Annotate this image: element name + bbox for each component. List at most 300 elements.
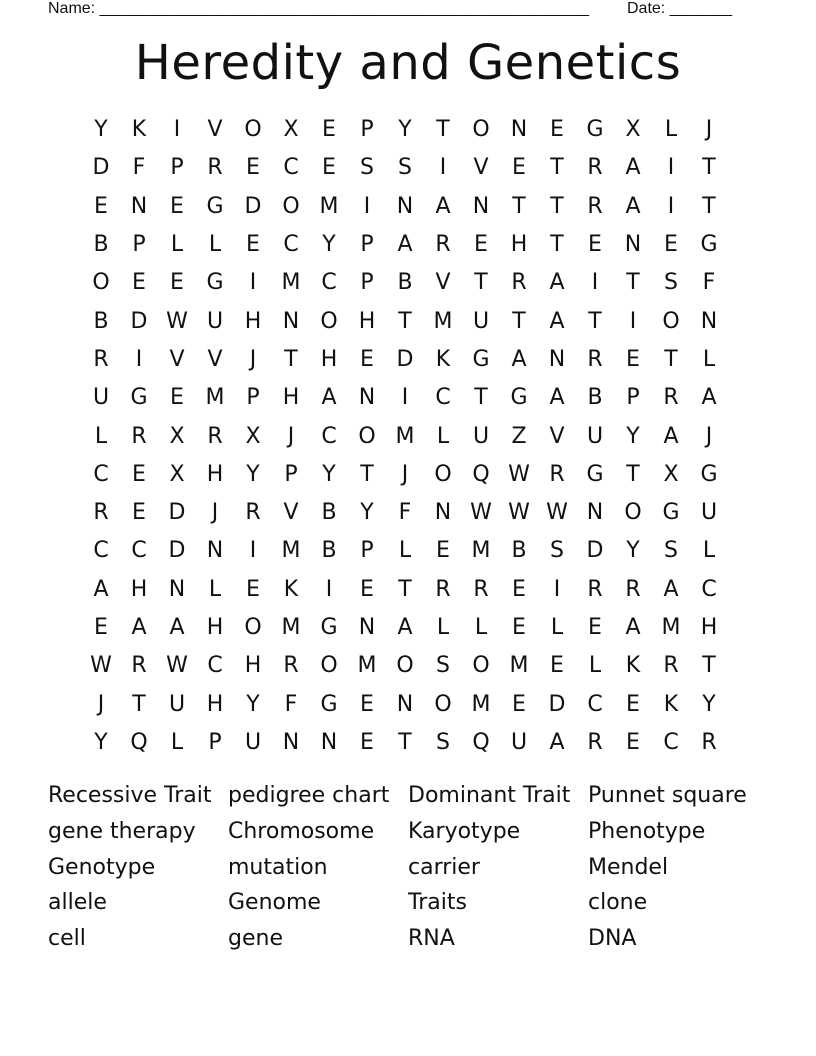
- grid-letter: X: [663, 461, 679, 487]
- grid-letter: I: [553, 576, 561, 602]
- word-bank-item: Punnet square: [588, 783, 747, 808]
- grid-letter: P: [360, 117, 374, 143]
- grid-letter: W: [508, 500, 530, 526]
- grid-letter: E: [246, 576, 260, 602]
- grid-letter: R: [207, 155, 223, 181]
- grid-letter: T: [626, 270, 640, 296]
- grid-letter: T: [512, 308, 526, 334]
- name-field-label: Name: _______________________________________________________: [48, 0, 589, 17]
- grid-letter: J: [705, 117, 713, 143]
- grid-letter: E: [322, 117, 336, 143]
- word-bank: [48, 778, 768, 957]
- grid-letter: G: [320, 615, 338, 640]
- grid-letter: E: [626, 346, 640, 372]
- grid-letter: O: [472, 653, 490, 679]
- grid-letter: G: [586, 117, 604, 143]
- grid-letter: I: [325, 576, 333, 602]
- grid-letter: I: [667, 193, 675, 219]
- grid-letter: L: [208, 232, 222, 258]
- grid-letter: D: [168, 538, 186, 564]
- grid-letter: R: [511, 270, 527, 296]
- grid-letter: A: [663, 576, 679, 602]
- grid-letter: T: [702, 193, 716, 219]
- grid-letter: Y: [702, 691, 716, 717]
- grid-letter: N: [396, 193, 414, 219]
- grid-letter: E: [360, 576, 374, 602]
- grid-letter: T: [132, 691, 146, 717]
- grid-letter: G: [206, 193, 224, 219]
- grid-letter: A: [397, 615, 413, 640]
- grid-letter: O: [244, 615, 262, 640]
- word-search-grid: [82, 111, 728, 762]
- grid-letter: O: [434, 691, 452, 717]
- grid-letter: E: [170, 270, 184, 296]
- grid-letter: S: [664, 270, 678, 296]
- word-bank-item: Dominant Trait: [408, 783, 571, 808]
- grid-letter: A: [701, 385, 717, 411]
- grid-letter: P: [284, 461, 298, 487]
- grid-letter: M: [509, 653, 529, 679]
- grid-letter: L: [170, 729, 184, 755]
- grid-row: [82, 149, 728, 187]
- grid-letter: U: [92, 385, 110, 411]
- grid-letter: P: [132, 232, 146, 258]
- word-bank-item: Recessive Trait: [48, 783, 212, 808]
- grid-row: [82, 647, 728, 685]
- grid-letter: C: [207, 653, 223, 679]
- grid-letter: M: [281, 270, 301, 296]
- word-bank-item: Genotype: [48, 854, 156, 880]
- grid-letter: C: [93, 461, 109, 487]
- grid-letter: E: [132, 500, 146, 526]
- grid-letter: E: [246, 232, 260, 258]
- grid-letter: R: [473, 576, 489, 602]
- grid-letter: L: [170, 232, 184, 258]
- grid-letter: M: [661, 615, 681, 640]
- grid-letter: G: [586, 461, 604, 487]
- grid-letter: H: [244, 653, 262, 679]
- grid-letter: A: [663, 423, 679, 449]
- grid-letter: B: [397, 270, 413, 296]
- page-title: Heredity and Genetics: [134, 35, 682, 91]
- word-bank-item: Traits: [408, 890, 467, 916]
- grid-letter: A: [321, 385, 337, 411]
- grid-letter: E: [94, 193, 108, 219]
- grid-letter: T: [550, 232, 564, 258]
- grid-row: [82, 532, 728, 570]
- grid-letter: W: [90, 653, 112, 679]
- grid-letter: I: [173, 117, 181, 143]
- grid-letter: R: [93, 346, 109, 372]
- grid-row: [82, 379, 728, 417]
- grid-letter: V: [207, 117, 223, 143]
- grid-letter: R: [587, 346, 603, 372]
- grid-letter: R: [131, 423, 147, 449]
- grid-letter: N: [624, 232, 642, 258]
- word-bank-item: Mendel: [588, 854, 669, 880]
- grid-letter: L: [550, 615, 564, 640]
- word-bank-item: mutation: [228, 854, 328, 880]
- grid-letter: D: [168, 500, 186, 526]
- grid-letter: S: [436, 729, 450, 755]
- word-bank-item: gene therapy: [48, 818, 196, 844]
- grid-letter: T: [474, 270, 488, 296]
- grid-letter: K: [435, 346, 451, 372]
- grid-letter: C: [283, 155, 299, 181]
- grid-letter: L: [664, 117, 678, 143]
- grid-letter: A: [625, 193, 641, 219]
- grid-row: [82, 417, 728, 455]
- grid-letter: G: [700, 461, 718, 487]
- grid-letter: D: [548, 691, 566, 717]
- grid-letter: N: [548, 346, 566, 372]
- grid-letter: R: [663, 385, 679, 411]
- grid-letter: T: [550, 155, 564, 181]
- grid-letter: N: [168, 576, 186, 602]
- grid-letter: R: [701, 729, 717, 755]
- grid-letter: M: [433, 308, 453, 334]
- grid-letter: X: [625, 117, 641, 143]
- grid-letter: G: [510, 385, 528, 411]
- grid-letter: J: [97, 691, 105, 717]
- grid-letter: T: [474, 385, 488, 411]
- grid-letter: E: [550, 653, 564, 679]
- grid-letter: N: [700, 308, 718, 334]
- grid-letter: T: [550, 193, 564, 219]
- grid-letter: I: [667, 155, 675, 181]
- grid-letter: B: [321, 500, 337, 526]
- grid-row: [82, 264, 728, 302]
- grid-letter: L: [702, 346, 716, 372]
- grid-letter: H: [700, 615, 718, 640]
- grid-letter: E: [246, 155, 260, 181]
- word-bank-item: gene: [228, 926, 283, 952]
- grid-row: [82, 188, 728, 226]
- grid-letter: Y: [626, 423, 640, 449]
- grid-letter: L: [94, 423, 108, 449]
- grid-letter: C: [283, 232, 299, 258]
- grid-letter: N: [282, 729, 300, 755]
- grid-letter: H: [282, 385, 300, 411]
- word-bank-item: cell: [48, 926, 86, 952]
- grid-letter: R: [93, 500, 109, 526]
- grid-letter: J: [705, 423, 713, 449]
- grid-letter: E: [94, 615, 108, 640]
- grid-letter: I: [401, 385, 409, 411]
- grid-letter: U: [244, 729, 262, 755]
- grid-letter: H: [510, 232, 528, 258]
- grid-letter: A: [549, 270, 565, 296]
- grid-letter: Q: [130, 729, 148, 755]
- grid-letter: T: [702, 653, 716, 679]
- grid-letter: M: [281, 615, 301, 640]
- grid-letter: R: [435, 576, 451, 602]
- grid-letter: A: [549, 729, 565, 755]
- grid-letter: U: [586, 423, 604, 449]
- grid-letter: J: [249, 346, 257, 372]
- grid-letter: P: [246, 385, 260, 411]
- word-bank-item: clone: [588, 890, 648, 916]
- grid-letter: H: [244, 308, 262, 334]
- grid-letter: H: [206, 691, 224, 717]
- grid-letter: M: [205, 385, 225, 411]
- grid-letter: A: [435, 193, 451, 219]
- grid-letter: E: [588, 615, 602, 640]
- grid-letter: B: [93, 232, 109, 258]
- grid-letter: O: [320, 308, 338, 334]
- grid-letter: H: [206, 461, 224, 487]
- grid-letter: K: [663, 691, 679, 717]
- grid-row: [82, 609, 728, 647]
- grid-letter: W: [508, 461, 530, 487]
- grid-letter: M: [395, 423, 415, 449]
- grid-letter: N: [320, 729, 338, 755]
- grid-letter: N: [434, 500, 452, 526]
- grid-letter: E: [512, 576, 526, 602]
- header-line: [48, 0, 748, 20]
- grid-letter: K: [131, 117, 147, 143]
- grid-letter: E: [170, 193, 184, 219]
- grid-letter: M: [319, 193, 339, 219]
- grid-letter: N: [358, 615, 376, 640]
- grid-letter: G: [130, 385, 148, 411]
- grid-letter: T: [702, 155, 716, 181]
- grid-letter: B: [93, 308, 109, 334]
- grid-letter: R: [283, 653, 299, 679]
- grid-letter: C: [321, 270, 337, 296]
- grid-letter: Z: [511, 423, 527, 449]
- grid-letter: P: [360, 270, 374, 296]
- grid-row: [82, 341, 728, 379]
- grid-letter: A: [549, 385, 565, 411]
- grid-letter: E: [664, 232, 678, 258]
- grid-letter: O: [320, 653, 338, 679]
- grid-letter: N: [282, 308, 300, 334]
- grid-letter: E: [360, 346, 374, 372]
- grid-letter: H: [206, 615, 224, 640]
- grid-letter: F: [702, 270, 716, 296]
- grid-letter: H: [130, 576, 148, 602]
- grid-letter: N: [206, 538, 224, 564]
- grid-letter: J: [287, 423, 295, 449]
- grid-letter: V: [435, 270, 451, 296]
- grid-row: [82, 685, 728, 723]
- grid-letter: L: [474, 615, 488, 640]
- grid-letter: R: [207, 423, 223, 449]
- grid-letter: I: [629, 308, 637, 334]
- grid-letter: I: [249, 270, 257, 296]
- grid-letter: Y: [626, 538, 640, 564]
- grid-letter: P: [360, 232, 374, 258]
- grid-row: [82, 302, 728, 340]
- grid-letter: T: [588, 308, 602, 334]
- word-bank-item: Karyotype: [408, 818, 521, 844]
- grid-letter: A: [549, 308, 565, 334]
- grid-letter: C: [131, 538, 147, 564]
- grid-letter: N: [510, 117, 528, 143]
- grid-letter: X: [169, 461, 185, 487]
- grid-letter: W: [470, 500, 492, 526]
- grid-letter: L: [398, 538, 412, 564]
- grid-letter: O: [662, 308, 680, 334]
- grid-letter: R: [587, 576, 603, 602]
- grid-letter: H: [358, 308, 376, 334]
- grid-letter: U: [700, 500, 718, 526]
- grid-letter: X: [283, 117, 299, 143]
- grid-letter: U: [206, 308, 224, 334]
- grid-letter: R: [663, 653, 679, 679]
- word-bank-item: allele: [48, 890, 107, 916]
- grid-letter: C: [435, 385, 451, 411]
- grid-letter: H: [320, 346, 338, 372]
- grid-letter: R: [131, 653, 147, 679]
- grid-letter: E: [360, 691, 374, 717]
- grid-letter: E: [626, 691, 640, 717]
- grid-letter: D: [586, 538, 604, 564]
- grid-letter: E: [588, 232, 602, 258]
- grid-letter: Y: [246, 461, 260, 487]
- grid-letter: O: [434, 461, 452, 487]
- grid-letter: M: [357, 653, 377, 679]
- grid-letter: P: [208, 729, 222, 755]
- grid-row: [82, 226, 728, 264]
- grid-letter: V: [207, 346, 223, 372]
- grid-letter: A: [625, 155, 641, 181]
- grid-letter: T: [398, 308, 412, 334]
- grid-letter: V: [473, 155, 489, 181]
- grid-letter: S: [550, 538, 564, 564]
- grid-letter: Q: [472, 729, 490, 755]
- grid-letter: L: [208, 576, 222, 602]
- grid-letter: S: [398, 155, 412, 181]
- grid-row: [82, 494, 728, 532]
- grid-letter: R: [625, 576, 641, 602]
- grid-letter: C: [663, 729, 679, 755]
- grid-letter: W: [546, 500, 568, 526]
- grid-letter: L: [588, 653, 602, 679]
- grid-letter: R: [549, 461, 565, 487]
- grid-letter: G: [662, 500, 680, 526]
- grid-letter: E: [474, 232, 488, 258]
- grid-letter: Y: [398, 117, 412, 143]
- grid-letter: L: [702, 538, 716, 564]
- grid-letter: U: [472, 423, 490, 449]
- grid-letter: J: [401, 461, 409, 487]
- grid-letter: G: [206, 270, 224, 296]
- grid-letter: O: [396, 653, 414, 679]
- grid-letter: O: [624, 500, 642, 526]
- grid-letter: L: [436, 615, 450, 640]
- grid-letter: U: [510, 729, 528, 755]
- grid-letter: Y: [94, 117, 108, 143]
- grid-letter: U: [472, 308, 490, 334]
- grid-letter: E: [132, 270, 146, 296]
- grid-letter: K: [625, 653, 641, 679]
- grid-letter: D: [396, 346, 414, 372]
- grid-letter: N: [586, 500, 604, 526]
- grid-letter: E: [360, 729, 374, 755]
- grid-letter: M: [471, 691, 491, 717]
- grid-letter: W: [166, 308, 188, 334]
- grid-letter: P: [626, 385, 640, 411]
- grid-letter: A: [169, 615, 185, 640]
- grid-letter: L: [436, 423, 450, 449]
- grid-letter: V: [549, 423, 565, 449]
- grid-letter: E: [550, 117, 564, 143]
- grid-letter: E: [512, 155, 526, 181]
- grid-letter: M: [471, 538, 491, 564]
- grid-letter: Q: [472, 461, 490, 487]
- grid-letter: E: [512, 615, 526, 640]
- grid-letter: I: [249, 538, 257, 564]
- grid-letter: C: [93, 538, 109, 564]
- grid-letter: O: [92, 270, 110, 296]
- grid-letter: F: [132, 155, 146, 181]
- grid-letter: R: [587, 155, 603, 181]
- grid-letter: T: [436, 117, 450, 143]
- word-bank-item: RNA: [408, 926, 455, 952]
- grid-letter: D: [244, 193, 262, 219]
- grid-letter: R: [587, 193, 603, 219]
- grid-letter: G: [320, 691, 338, 717]
- word-bank-item: carrier: [408, 854, 480, 880]
- grid-letter: X: [169, 423, 185, 449]
- grid-letter: D: [92, 155, 110, 181]
- grid-letter: S: [360, 155, 374, 181]
- word-bank-item: DNA: [588, 926, 637, 952]
- grid-letter: I: [363, 193, 371, 219]
- grid-row: [82, 724, 728, 762]
- grid-letter: N: [396, 691, 414, 717]
- grid-letter: P: [360, 538, 374, 564]
- grid-letter: W: [166, 653, 188, 679]
- grid-letter: T: [398, 729, 412, 755]
- grid-letter: E: [322, 155, 336, 181]
- word-bank-item: Chromosome: [228, 818, 375, 844]
- grid-letter: Y: [322, 232, 336, 258]
- grid-letter: O: [244, 117, 262, 143]
- grid-letter: B: [587, 385, 603, 411]
- grid-letter: A: [397, 232, 413, 258]
- grid-letter: T: [398, 576, 412, 602]
- grid-letter: B: [321, 538, 337, 564]
- grid-letter: C: [701, 576, 717, 602]
- word-bank-item: Phenotype: [588, 818, 706, 844]
- grid-letter: I: [591, 270, 599, 296]
- grid-letter: S: [664, 538, 678, 564]
- grid-letter: R: [245, 500, 261, 526]
- grid-letter: V: [169, 346, 185, 372]
- grid-row: [82, 456, 728, 494]
- date-field-label: Date: _______: [627, 0, 732, 17]
- grid-letter: E: [512, 691, 526, 717]
- grid-letter: T: [360, 461, 374, 487]
- grid-letter: R: [435, 232, 451, 258]
- grid-letter: J: [211, 500, 219, 526]
- grid-letter: I: [135, 346, 143, 372]
- grid-letter: G: [700, 232, 718, 258]
- word-bank-item: pedigree chart: [228, 783, 390, 808]
- grid-letter: Y: [94, 729, 108, 755]
- grid-letter: V: [283, 500, 299, 526]
- grid-letter: A: [93, 576, 109, 602]
- grid-letter: Y: [246, 691, 260, 717]
- grid-letter: T: [664, 346, 678, 372]
- grid-letter: B: [511, 538, 527, 564]
- word-bank-item: Genome: [228, 890, 321, 916]
- grid-letter: N: [472, 193, 490, 219]
- grid-letter: U: [168, 691, 186, 717]
